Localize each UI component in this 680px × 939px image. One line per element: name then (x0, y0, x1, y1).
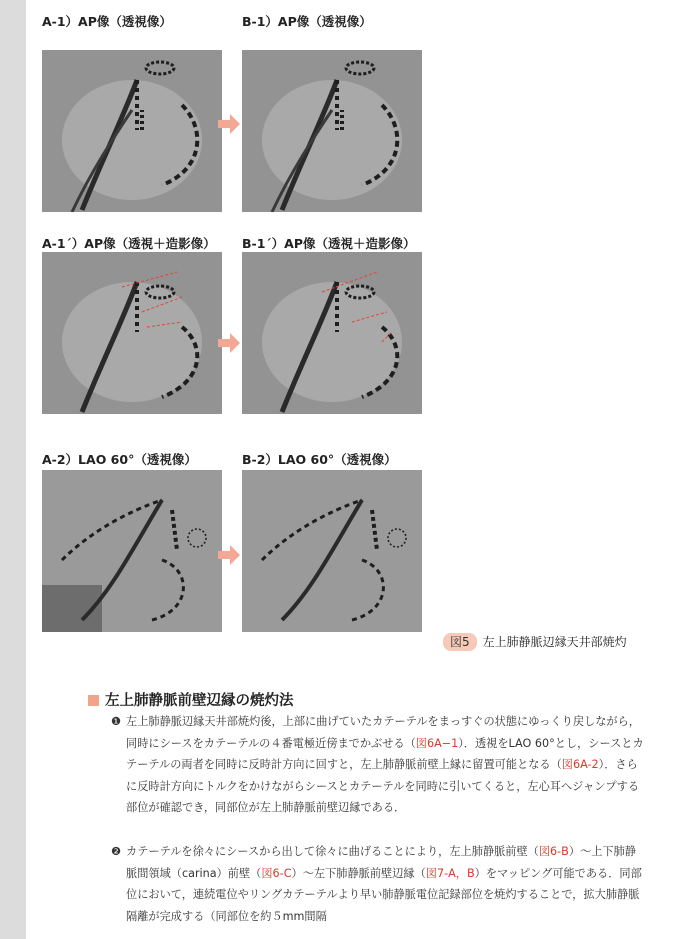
panel-label-b1-prime: B-1´）AP像（透視＋造影像） (242, 236, 416, 251)
panel-label-a1: A-1）AP像（透視像） (42, 14, 172, 29)
paragraph-text: ）．さらに反時計方向にトルクをかけながらシースとカテーテルを同時に引いてくると，左心耳へジャンプする部位が確認でき，同部位が左上肺静脈前壁辺縁である． (126, 758, 640, 815)
panel-label-b2: B-2）LAO 60°（透視像） (242, 452, 397, 467)
right-arrow-icon (218, 545, 240, 565)
number-circle-icon: ❶ (111, 715, 122, 728)
fluoroscopy-image-b1 (242, 50, 422, 212)
body-paragraph-2 (111, 841, 646, 927)
paragraph-text: ）〜左下肺静脈前壁辺縁（ (291, 866, 426, 880)
right-arrow-icon (218, 333, 240, 353)
fluoroscopy-image-b2 (242, 470, 422, 632)
number-circle-icon: ❷ (111, 845, 122, 858)
body-paragraph-1 (111, 711, 646, 819)
figure-reference: 図6A−1 (415, 736, 459, 750)
contrast-image-b1-prime (242, 252, 422, 414)
fluoroscopy-image-a1 (42, 50, 222, 212)
contrast-image-a1-prime (42, 252, 222, 414)
figure-reference: 図6-C (261, 866, 292, 880)
figure-reference: 図6A-2 (561, 758, 599, 772)
panel-label-b1: B-1）AP像（透視像） (242, 14, 372, 29)
panel-label-a1-prime: A-1´）AP像（透視＋造影像） (42, 236, 216, 251)
figure-caption (443, 633, 627, 650)
square-bullet-icon (88, 695, 99, 706)
fluoroscopy-image-a2 (42, 470, 222, 632)
figure-number: 図5 (443, 633, 477, 651)
section-title-text: 左上肺静脈前壁辺縁の焼灼法 (105, 693, 294, 709)
paragraph-text: カテーテルを徐々にシースから出して徐々に曲げることにより，左上肺静脈前壁（ (126, 845, 539, 858)
right-arrow-icon (218, 114, 240, 134)
figure-reference: 図7-A，B (425, 866, 475, 880)
paragraph-text: 左上肺静脈辺縁天井部焼灼後，上部に曲げていたカテーテルをまっすぐの状態にゆっくり戻しながら，同時にシースをカテーテルの４番電極近傍までかぶせる（ (126, 715, 640, 750)
figure-reference: 図6-B (538, 845, 569, 858)
panel-label-a2: A-2）LAO 60°（透視像） (42, 452, 197, 467)
figure-caption-text: 左上肺静脈辺縁天井部焼灼 (482, 635, 627, 649)
paragraph-text: ）．透視をLAO 60°とし，シースとカテーテルの両者を同時に反時計方向に回すと，左上肺静脈前壁上縁に留置可能となる（ (126, 736, 644, 772)
section-heading (88, 689, 294, 710)
paragraph-text: ）をマッピング可能である．同部位において，連続電位やリングカテーテルより早い肺静脈電位記録部位を焼灼することで，拡大肺静脈隔離が完成する（同部位を約５mm間隔 (126, 866, 642, 923)
page-side-margin (0, 0, 26, 939)
paragraph-text: ）〜上下肺静脈間領域（carina）前壁（ (126, 845, 636, 880)
